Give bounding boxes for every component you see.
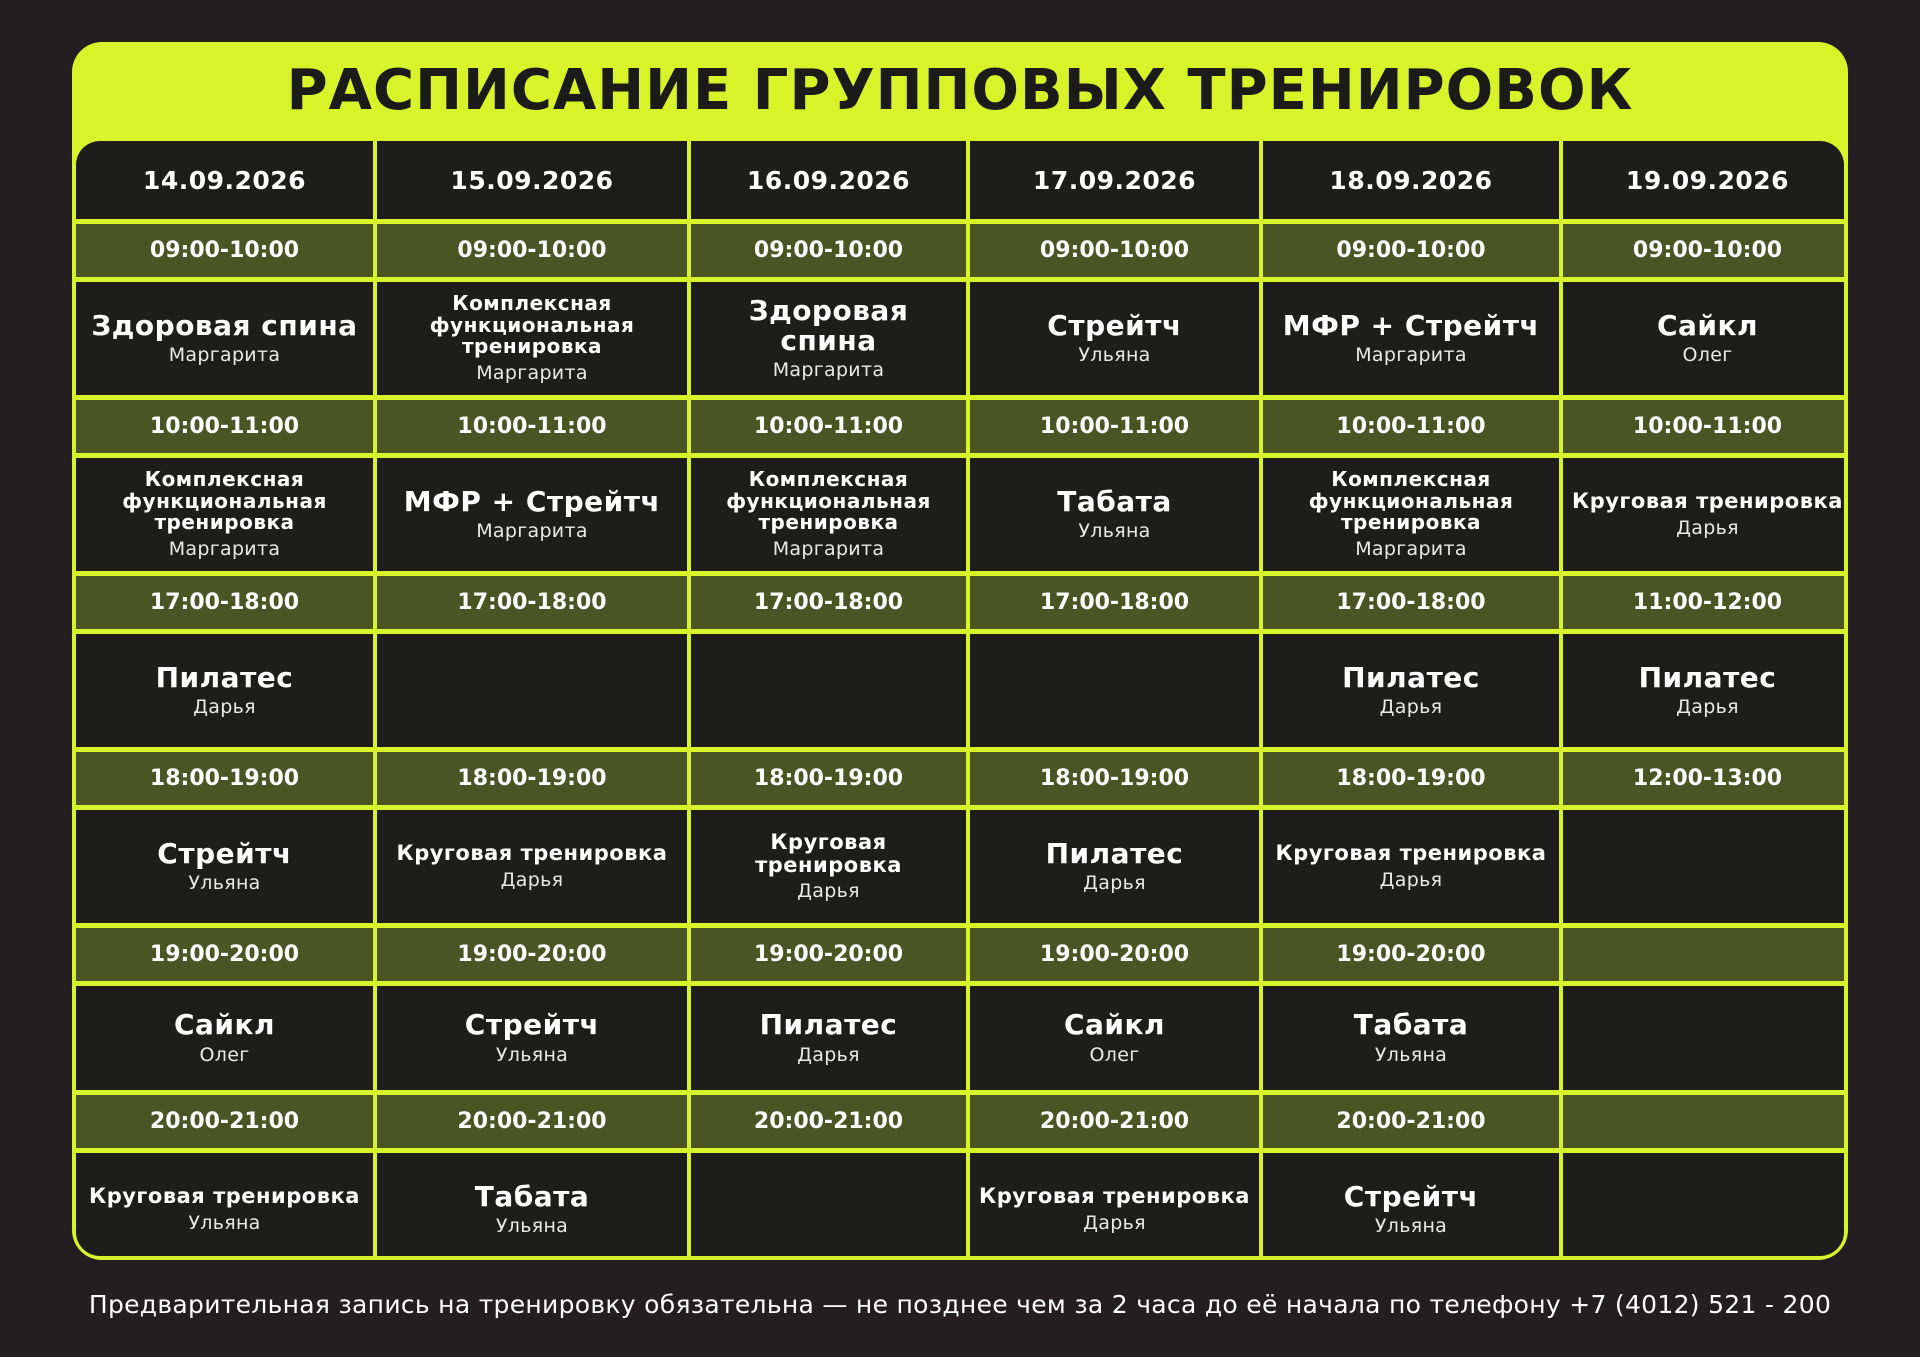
class-cell	[1263, 986, 1559, 1090]
class-cell	[76, 1153, 373, 1256]
class-name: Табата	[474, 1179, 590, 1213]
trainer-name: Дарья	[1379, 868, 1443, 891]
class-cell	[76, 810, 373, 923]
class-name: Табата	[1057, 484, 1172, 518]
class-cell	[970, 458, 1259, 571]
class-name: Комплексная функциональная тренировка	[429, 291, 635, 359]
class-cell	[76, 634, 373, 747]
class-name: Здоровая спина	[91, 308, 358, 342]
class-name: Стрейтч	[157, 836, 292, 870]
trainer-name: Ульяна	[495, 1043, 569, 1066]
trainer-name: Маргарита	[168, 537, 281, 560]
time-slot: 17:00-18:00	[691, 576, 966, 629]
time-slot: 18:00-19:00	[691, 752, 966, 805]
class-cell	[377, 1153, 687, 1256]
time-slot: 17:00-18:00	[377, 576, 687, 629]
date-header: 17.09.2026	[970, 141, 1259, 219]
trainer-name: Олег	[1089, 1043, 1140, 1066]
class-cell	[691, 986, 966, 1090]
time-slot: 18:00-19:00	[1263, 752, 1559, 805]
time-slot: 19:00-20:00	[970, 928, 1259, 981]
class-cell	[377, 634, 687, 747]
class-cell	[1263, 282, 1559, 395]
class-cell	[1263, 634, 1559, 747]
trainer-name: Дарья	[1083, 872, 1146, 895]
time-slot: 18:00-19:00	[377, 752, 687, 805]
class-cell	[1263, 1153, 1559, 1256]
class-name: Круговая тренировка	[1275, 841, 1547, 866]
class-cell	[970, 810, 1259, 923]
time-slot: 17:00-18:00	[1263, 576, 1559, 629]
class-cell	[1563, 810, 1844, 923]
trainer-name: Дарья	[1676, 696, 1739, 719]
class-name: Круговая тренировка	[755, 829, 902, 877]
class-cell	[1563, 634, 1844, 747]
trainer-name: Маргарита	[1355, 537, 1467, 560]
time-slot: 09:00-10:00	[377, 224, 687, 277]
class-cell	[691, 634, 966, 747]
time-slot: 19:00-20:00	[691, 928, 966, 981]
time-slot: 18:00-19:00	[76, 752, 373, 805]
class-name: Сайкл	[173, 1008, 276, 1042]
class-name: Комплексная функциональная тренировка	[726, 467, 931, 535]
class-name: Пилатес	[1342, 660, 1480, 694]
schedule-panel	[72, 42, 1848, 1260]
trainer-name: Ульяна	[1078, 520, 1151, 543]
class-cell	[1263, 810, 1559, 923]
time-slot: 10:00-11:00	[377, 400, 687, 453]
time-slot: 17:00-18:00	[970, 576, 1259, 629]
date-header: 19.09.2026	[1563, 141, 1844, 219]
time-slot: 20:00-21:00	[1263, 1095, 1559, 1148]
time-slot	[1563, 1095, 1844, 1148]
class-cell	[1563, 282, 1844, 395]
class-cell	[377, 282, 687, 395]
time-slot: 20:00-21:00	[377, 1095, 687, 1148]
time-slot: 20:00-21:00	[691, 1095, 966, 1148]
class-name: Комплексная функциональная тренировка	[1308, 467, 1514, 535]
trainer-name: Дарья	[1379, 696, 1443, 719]
page-title: РАСПИСАНИЕ ГРУППОВЫХ ТРЕНИРОВОК	[286, 58, 1634, 123]
class-cell	[691, 1153, 966, 1256]
class-cell	[76, 282, 373, 395]
trainer-name: Ульяна	[1374, 1043, 1448, 1066]
class-name: Сайкл	[1063, 1008, 1166, 1042]
trainer-name: Дарья	[797, 880, 860, 903]
trainer-name: Маргарита	[1355, 344, 1467, 367]
class-name: Стрейтч	[1047, 308, 1182, 342]
class-name: Пилатес	[759, 1008, 898, 1042]
trainer-name: Маргарита	[772, 537, 885, 560]
class-cell	[1263, 458, 1559, 571]
trainer-name: Дарья	[500, 868, 564, 891]
trainer-name: Олег	[199, 1043, 250, 1066]
trainer-name: Маргарита	[476, 520, 588, 543]
class-cell	[970, 1153, 1259, 1256]
class-name: Круговая тренировка	[89, 1184, 360, 1209]
schedule-grid	[76, 141, 1844, 1256]
time-slot: 19:00-20:00	[76, 928, 373, 981]
class-name: Табата	[1353, 1008, 1469, 1042]
time-slot: 09:00-10:00	[1563, 224, 1844, 277]
time-slot: 18:00-19:00	[970, 752, 1259, 805]
date-header: 15.09.2026	[377, 141, 687, 219]
class-cell	[1563, 458, 1844, 571]
class-cell	[970, 634, 1259, 747]
class-name: МФР + Стрейтч	[403, 484, 661, 518]
class-cell	[691, 458, 966, 571]
trainer-name: Маргарита	[476, 361, 588, 384]
class-name: Пилатес	[1638, 660, 1777, 694]
class-cell	[970, 986, 1259, 1090]
trainer-name: Ульяна	[495, 1215, 569, 1238]
class-name: Круговая тренировка	[1572, 489, 1843, 514]
time-slot	[1563, 928, 1844, 981]
time-slot: 10:00-11:00	[1263, 400, 1559, 453]
time-slot: 20:00-21:00	[970, 1095, 1259, 1148]
booking-note: Предварительная запись на тренировку обязательна — не позднее чем за 2 часа до её начала по телефону +7 (4012) 521 - 200	[88, 1290, 1832, 1319]
trainer-name: Дарья	[193, 696, 256, 719]
class-name: Стрейтч	[464, 1008, 600, 1042]
date-header: 14.09.2026	[76, 141, 373, 219]
trainer-name: Олег	[1682, 344, 1733, 367]
time-slot: 10:00-11:00	[691, 400, 966, 453]
class-cell	[76, 458, 373, 571]
time-slot: 12:00-13:00	[1563, 752, 1844, 805]
trainer-name: Дарья	[797, 1043, 860, 1066]
class-name: Круговая тренировка	[396, 841, 668, 866]
trainer-name: Ульяна	[1078, 344, 1151, 367]
class-name: Пилатес	[155, 660, 294, 694]
class-cell	[1563, 1153, 1844, 1256]
trainer-name: Дарья	[1676, 516, 1739, 539]
trainer-name: Дарья	[1083, 1211, 1146, 1234]
class-cell	[691, 282, 966, 395]
class-name: Здоровая спина	[748, 294, 909, 357]
class-cell	[76, 986, 373, 1090]
time-slot: 10:00-11:00	[76, 400, 373, 453]
trainer-name: Ульяна	[188, 872, 261, 895]
date-header: 16.09.2026	[691, 141, 966, 219]
time-slot: 20:00-21:00	[76, 1095, 373, 1148]
time-slot: 19:00-20:00	[1263, 928, 1559, 981]
time-slot: 10:00-11:00	[970, 400, 1259, 453]
time-slot: 19:00-20:00	[377, 928, 687, 981]
class-name: Круговая тренировка	[979, 1184, 1250, 1209]
class-name: Пилатес	[1045, 836, 1184, 870]
date-header: 18.09.2026	[1263, 141, 1559, 219]
time-slot: 09:00-10:00	[970, 224, 1259, 277]
class-cell	[691, 810, 966, 923]
trainer-name: Маргарита	[168, 344, 281, 367]
class-name: Сайкл	[1656, 308, 1759, 342]
class-cell	[377, 458, 687, 571]
time-slot: 09:00-10:00	[76, 224, 373, 277]
class-name: Стрейтч	[1343, 1179, 1479, 1213]
class-cell	[970, 282, 1259, 395]
time-slot: 17:00-18:00	[76, 576, 373, 629]
trainer-name: Ульяна	[188, 1211, 261, 1234]
class-name: Комплексная функциональная тренировка	[122, 467, 327, 535]
time-slot: 11:00-12:00	[1563, 576, 1844, 629]
class-cell	[377, 810, 687, 923]
time-slot: 10:00-11:00	[1563, 400, 1844, 453]
time-slot: 09:00-10:00	[691, 224, 966, 277]
class-name: МФР + Стрейтч	[1282, 308, 1540, 342]
trainer-name: Ульяна	[1374, 1215, 1448, 1238]
trainer-name: Маргарита	[772, 358, 885, 381]
time-slot: 09:00-10:00	[1263, 224, 1559, 277]
class-cell	[377, 986, 687, 1090]
class-cell	[1563, 986, 1844, 1090]
